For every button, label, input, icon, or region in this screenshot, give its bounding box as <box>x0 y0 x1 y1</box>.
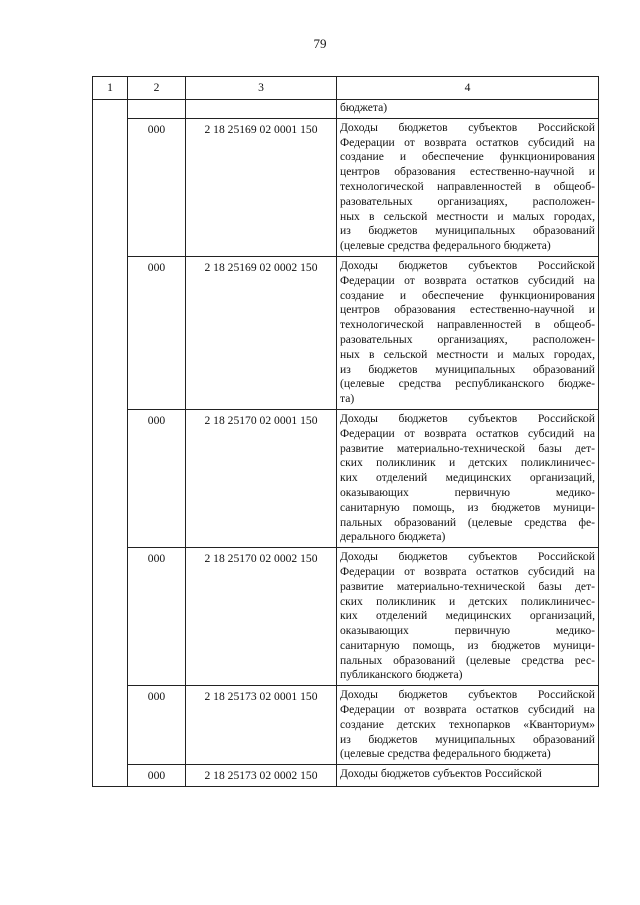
continuation-text: бюджета) <box>340 101 388 114</box>
row-description-cell <box>337 256 599 409</box>
description-line: технологической направленностей в общеоб- <box>340 318 595 332</box>
description-line: ских поликлиник и детских поликлиничес- <box>340 594 595 608</box>
description-line: ских поликлиник и детских поликлиничес- <box>340 456 595 470</box>
row-description-cell <box>337 118 599 256</box>
description-line: санитарную помощь, из бюджетов муници- <box>340 500 595 514</box>
description-line: технологической направленностей в общеоб- <box>340 179 595 193</box>
table-row-continuation <box>93 100 599 119</box>
description-line: пальных образований (целевые средства рес- <box>340 653 595 667</box>
row-description-cell <box>337 409 599 547</box>
row-code-cell: 000 <box>128 118 186 256</box>
description-line: из бюджетов муниципальных образований <box>340 224 595 238</box>
description-line: (целевые средства федерального бюджета) <box>340 239 551 253</box>
header-col-2: 2 <box>128 77 186 100</box>
description-line: ных в сельской местности и малых городах, <box>340 209 595 223</box>
row-description-cell <box>337 765 599 787</box>
description-line: ких отделений медицинских организаций, <box>340 609 595 623</box>
description-line: Доходы бюджетов субъектов Российской <box>340 258 595 272</box>
row-code-cell: 000 <box>128 548 186 686</box>
description-line: Доходы бюджетов субъектов Российской <box>340 411 595 425</box>
description-line: центров образования естественно-научной и <box>340 165 595 179</box>
table-row <box>93 765 599 787</box>
description-line: создание и обеспечение функционирования <box>340 150 595 164</box>
description-line: ных в сельской местности и малых городах, <box>340 347 595 361</box>
row-kbk-cell <box>186 100 337 119</box>
description-line: развитие материально-технической базы дет- <box>340 579 595 593</box>
table-header-row <box>93 77 599 100</box>
description-line: оказывающих первичную медико- <box>340 485 595 499</box>
description-line: из бюджетов муниципальных образований <box>340 362 595 376</box>
description-line: Доходы бюджетов субъектов Российской <box>340 767 542 781</box>
row-code-cell <box>128 100 186 119</box>
description-line: Федерации от возврата остатков субсидий на <box>340 703 595 717</box>
description-line: Доходы бюджетов субъектов Российской <box>340 688 595 702</box>
row-kbk-cell: 2 18 25169 02 0002 150 <box>186 256 337 409</box>
table-row <box>93 256 599 409</box>
row-kbk-cell: 2 18 25173 02 0001 150 <box>186 686 337 765</box>
description-line: создание и обеспечение функционирования <box>340 288 595 302</box>
row-description-cell <box>337 548 599 686</box>
row-description-cell <box>337 100 599 119</box>
table-row <box>93 686 599 765</box>
description-line: из бюджетов муниципальных образований <box>340 732 595 746</box>
description-line: Доходы бюджетов субъектов Российской <box>340 120 595 134</box>
header-col-3: 3 <box>186 77 337 100</box>
table-row <box>93 548 599 686</box>
description-line: (целевые средства федерального бюджета) <box>340 747 551 761</box>
description-line: (целевые средства республиканского бюдже- <box>340 377 595 391</box>
row-kbk-cell: 2 18 25170 02 0002 150 <box>186 548 337 686</box>
page-number: 79 <box>313 36 327 51</box>
description-line: дерального бюджета) <box>340 530 446 544</box>
row-code-cell: 000 <box>128 256 186 409</box>
description-line: санитарную помощь, из бюджетов муници- <box>340 638 595 652</box>
description-line: Федерации от возврата остатков субсидий на <box>340 135 595 149</box>
description-line: Федерации от возврата остатков субсидий на <box>340 564 595 578</box>
description-line: ких отделений медицинских организаций, <box>340 471 595 485</box>
description-line: пальных образований (целевые средства фе- <box>340 515 595 529</box>
row-description-cell <box>337 686 599 765</box>
row-code-cell: 000 <box>128 409 186 547</box>
row-code-cell: 000 <box>128 765 186 787</box>
header-col-1: 1 <box>93 77 128 100</box>
row-kbk-cell: 2 18 25169 02 0001 150 <box>186 118 337 256</box>
description-line: разовательных организациях, расположен- <box>340 332 595 346</box>
description-line: оказывающих первичную медико- <box>340 624 595 638</box>
description-line: та) <box>340 392 355 406</box>
merged-col1-cell <box>93 100 128 787</box>
row-kbk-cell: 2 18 25173 02 0002 150 <box>186 765 337 787</box>
description-line: разовательных организациях, расположен- <box>340 194 595 208</box>
table-row <box>93 118 599 256</box>
description-line: публиканского бюджета) <box>340 668 463 682</box>
table-row <box>93 409 599 547</box>
row-code-cell: 000 <box>128 686 186 765</box>
description-line: Федерации от возврата остатков субсидий на <box>340 273 595 287</box>
header-col-4: 4 <box>337 77 599 100</box>
description-line: центров образования естественно-научной и <box>340 303 595 317</box>
description-line: Доходы бюджетов субъектов Российской <box>340 550 595 564</box>
description-line: Федерации от возврата остатков субсидий на <box>340 426 595 440</box>
row-kbk-cell: 2 18 25170 02 0001 150 <box>186 409 337 547</box>
budget-table <box>92 76 599 787</box>
description-line: создание детских технопарков «Кванториум» <box>340 717 595 731</box>
description-line: развитие материально-технической базы дет- <box>340 441 595 455</box>
